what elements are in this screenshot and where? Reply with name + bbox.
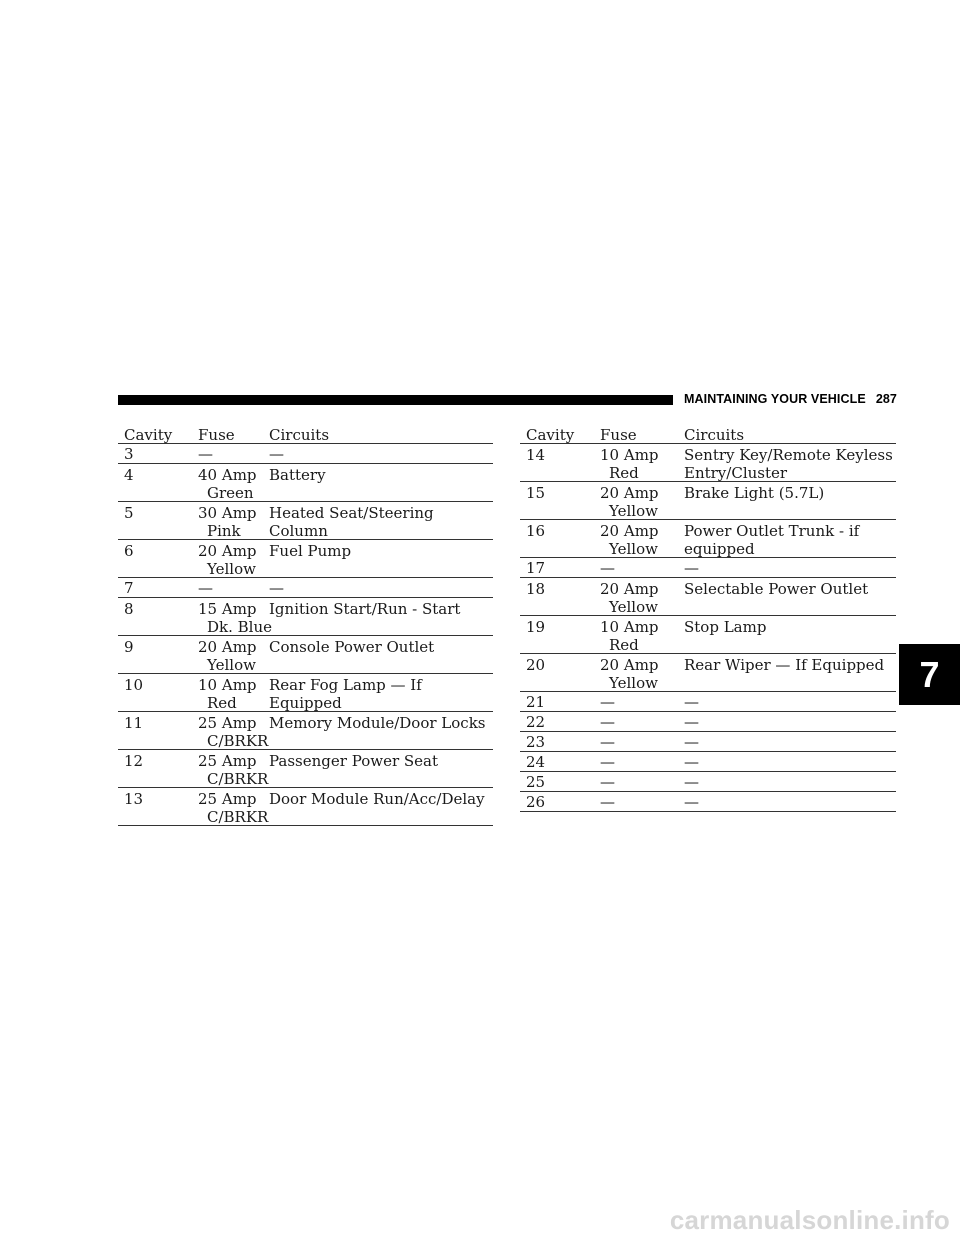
table-row xyxy=(520,692,896,712)
table-row xyxy=(520,578,896,616)
fuse-cell xyxy=(198,542,269,577)
fuse-amp: 25 Amp xyxy=(198,790,257,808)
table-row xyxy=(520,520,896,558)
fuse-cell xyxy=(600,484,684,519)
header-rule xyxy=(118,395,673,405)
cavity-cell: 19 xyxy=(526,618,546,636)
fuse-amp: 30 Amp xyxy=(198,504,257,522)
circuits-cell: — xyxy=(684,793,699,811)
fuse-amp: 20 Amp xyxy=(600,656,659,674)
cavity-cell: 21 xyxy=(526,693,546,711)
fuse-amp: 25 Amp xyxy=(198,752,257,770)
table-row xyxy=(118,674,493,712)
circuits-cell: — xyxy=(269,579,284,597)
table-row xyxy=(118,540,493,578)
cavity-cell: 17 xyxy=(526,559,546,577)
fuse-color: Yellow xyxy=(609,502,658,520)
fuse-amp: — xyxy=(600,733,615,751)
cavity-cell: 9 xyxy=(124,638,134,656)
fuse-amp: — xyxy=(600,793,615,811)
section-title: MAINTAINING YOUR VEHICLE xyxy=(684,392,866,406)
header-circuits: Circuits xyxy=(684,426,745,444)
fuse-cell xyxy=(600,693,684,711)
fuse-amp: 20 Amp xyxy=(198,638,257,656)
fuse-color: Yellow xyxy=(609,598,658,616)
table-body-right xyxy=(520,444,896,812)
fuse-color: C/BRKR xyxy=(207,770,269,788)
circuits-cell: Rear Fog Lamp — If Equipped xyxy=(269,676,422,712)
circuits-cell: Ignition Start/Run - Start xyxy=(269,600,461,618)
fuse-amp: — xyxy=(600,773,615,791)
fuse-color: Red xyxy=(609,464,639,482)
circuits-cell: Stop Lamp xyxy=(684,618,767,636)
fuse-cell xyxy=(600,559,684,577)
cavity-cell: 24 xyxy=(526,753,546,771)
fuse-amp: — xyxy=(600,559,615,577)
fuse-cell xyxy=(198,676,269,711)
header-cavity: Cavity xyxy=(526,426,575,444)
fuse-cell xyxy=(600,733,684,751)
fuse-color: Yellow xyxy=(207,656,256,674)
fuse-amp: 20 Amp xyxy=(600,484,659,502)
fuse-color: Red xyxy=(207,694,237,712)
cavity-cell: 3 xyxy=(124,445,134,463)
fuse-color: Green xyxy=(207,484,254,502)
table-row xyxy=(118,598,493,636)
circuits-cell: Brake Light (5.7L) xyxy=(684,484,825,502)
table-row xyxy=(520,616,896,654)
fuse-color: Red xyxy=(609,636,639,654)
fuse-cell xyxy=(198,714,269,749)
fuse-color: C/BRKR xyxy=(207,808,269,826)
circuits-cell: Door Module Run/Acc/Delay xyxy=(269,790,485,808)
cavity-cell: 11 xyxy=(124,714,144,732)
cavity-cell: 20 xyxy=(526,656,546,674)
table-row xyxy=(520,712,896,732)
fuse-color: C/BRKR xyxy=(207,732,269,750)
fuse-color: Dk. Blue xyxy=(207,618,273,636)
circuits-cell: — xyxy=(684,693,699,711)
running-header xyxy=(684,392,897,406)
cavity-cell: 12 xyxy=(124,752,144,770)
cavity-cell: 16 xyxy=(526,522,546,540)
table-row xyxy=(118,712,493,750)
table-header-row xyxy=(520,426,896,444)
table-row xyxy=(118,578,493,598)
circuits-cell: — xyxy=(684,713,699,731)
fuse-amp: 10 Amp xyxy=(600,446,659,464)
circuits-cell: Heated Seat/Steering Column xyxy=(269,504,434,540)
fuse-amp: 25 Amp xyxy=(198,714,257,732)
cavity-cell: 13 xyxy=(124,790,144,808)
table-row xyxy=(118,750,493,788)
fuse-color: Yellow xyxy=(609,674,658,692)
table-row xyxy=(520,732,896,752)
header-fuse: Fuse xyxy=(600,426,637,444)
fuse-amp: 20 Amp xyxy=(198,542,257,560)
cavity-cell: 14 xyxy=(526,446,546,464)
fuse-cell xyxy=(198,466,269,501)
fuse-cell xyxy=(600,656,684,691)
header-cavity: Cavity xyxy=(124,426,173,444)
cavity-cell: 23 xyxy=(526,733,546,751)
table-row xyxy=(118,502,493,540)
fuse-cell xyxy=(198,445,269,463)
table-row xyxy=(118,636,493,674)
fuse-amp: 20 Amp xyxy=(600,580,659,598)
cavity-cell: 18 xyxy=(526,580,546,598)
cavity-cell: 8 xyxy=(124,600,134,618)
fuse-amp: 10 Amp xyxy=(198,676,257,694)
cavity-cell: 26 xyxy=(526,793,546,811)
fuse-amp: — xyxy=(600,713,615,731)
cavity-cell: 5 xyxy=(124,504,134,522)
fuse-cell xyxy=(198,579,269,597)
cavity-cell: 25 xyxy=(526,773,546,791)
table-row xyxy=(520,482,896,520)
circuits-cell: Memory Module/Door Locks xyxy=(269,714,486,732)
table-row xyxy=(520,752,896,772)
fuse-cell xyxy=(600,618,684,653)
table-row xyxy=(520,772,896,792)
cavity-cell: 7 xyxy=(124,579,134,597)
circuits-cell: Fuel Pump xyxy=(269,542,352,560)
header-fuse: Fuse xyxy=(198,426,235,444)
fuse-table-left xyxy=(118,426,493,826)
fuse-cell xyxy=(600,446,684,481)
table-row xyxy=(520,792,896,812)
circuits-cell: — xyxy=(684,559,699,577)
fuse-cell xyxy=(198,504,269,539)
header-circuits: Circuits xyxy=(269,426,330,444)
table-row xyxy=(520,654,896,692)
page-number: 287 xyxy=(875,392,897,406)
table-row xyxy=(520,444,896,482)
circuits-cell: — xyxy=(269,445,284,463)
fuse-amp: — xyxy=(600,693,615,711)
fuse-cell xyxy=(198,752,269,787)
circuits-cell: — xyxy=(684,753,699,771)
circuits-cell: Sentry Key/Remote Keyless Entry/Cluster xyxy=(684,446,893,482)
cavity-cell: 22 xyxy=(526,713,546,731)
fuse-color: Yellow xyxy=(609,540,658,558)
cavity-cell: 4 xyxy=(124,466,134,484)
fuse-cell xyxy=(600,580,684,615)
fuse-table-right xyxy=(520,426,896,812)
fuse-cell xyxy=(600,773,684,791)
table-row xyxy=(520,558,896,578)
fuse-amp: — xyxy=(600,753,615,771)
table-row xyxy=(118,444,493,464)
circuits-cell: — xyxy=(684,773,699,791)
fuse-amp: — xyxy=(198,445,213,463)
circuits-cell: Selectable Power Outlet xyxy=(684,580,869,598)
fuse-cell xyxy=(600,753,684,771)
fuse-cell xyxy=(600,713,684,731)
table-row xyxy=(118,464,493,502)
fuse-amp: 10 Amp xyxy=(600,618,659,636)
circuits-cell: Console Power Outlet xyxy=(269,638,435,656)
section-tab: 7 xyxy=(899,644,960,705)
circuits-cell: Rear Wiper — If Equipped xyxy=(684,656,885,674)
cavity-cell: 15 xyxy=(526,484,546,502)
fuse-cell xyxy=(198,790,269,825)
cavity-cell: 6 xyxy=(124,542,134,560)
fuse-cell xyxy=(198,638,269,673)
fuse-cell xyxy=(600,793,684,811)
fuse-color: Pink xyxy=(207,522,241,540)
fuse-color: Yellow xyxy=(207,560,256,578)
cavity-cell: 10 xyxy=(124,676,144,694)
fuse-cell xyxy=(600,522,684,557)
fuse-amp: — xyxy=(198,579,213,597)
circuits-cell: Power Outlet Trunk - if equipped xyxy=(684,522,860,558)
table-row xyxy=(118,788,493,826)
fuse-cell xyxy=(198,600,273,636)
table-header-row xyxy=(118,426,493,444)
fuse-amp: 40 Amp xyxy=(198,466,257,484)
watermark-text: carmanualsonline.info xyxy=(669,1205,950,1235)
fuse-amp: 15 Amp xyxy=(198,600,257,618)
circuits-cell: Battery xyxy=(269,466,326,484)
circuits-cell: Passenger Power Seat xyxy=(269,752,439,770)
table-body-left xyxy=(118,444,493,826)
circuits-cell: — xyxy=(684,733,699,751)
fuse-amp: 20 Amp xyxy=(600,522,659,540)
